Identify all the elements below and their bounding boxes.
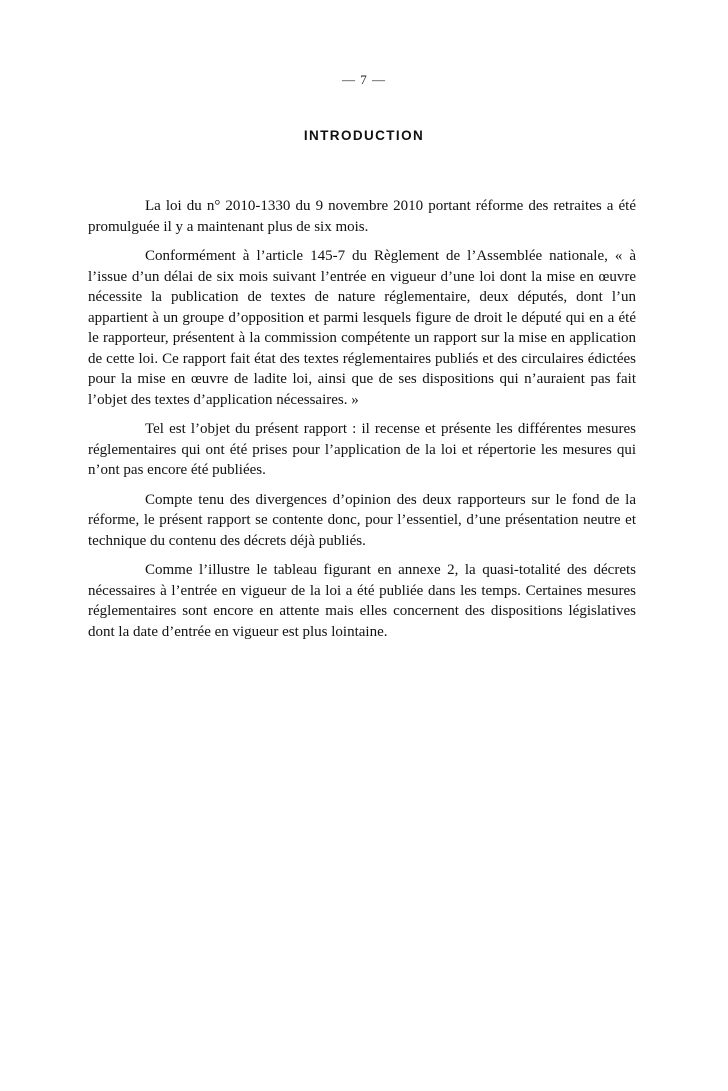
paragraph-5: Comme l’illustre le tableau figurant en annexe 2, la quasi-totalité des décrets nécessaires à l’entrée en vigueur de la loi a été publiée dans les temps. Certaines mesures réglementaires sont encore en attente mais elles concernent des dispositions législatives dont la date d’entrée en vigueur est plus lointaine.	[88, 562, 636, 640]
paragraph-2: Conformément à l’article 145-7 du Règlement de l’Assemblée nationale, « à l’issue d’un délai de six mois suivant l’entrée en vigueur d’une loi dont la mise en œuvre nécessite la publication de textes de nature réglementaire, deux députés, dont l’un appartient à un groupe d’opposition et parmi lesquels figure de droit le député qui en a été le rapporteur, présentent à la commission compétente un rapport sur la mise en application de cette loi. Ce rapport fait état des textes réglementaires publiés et des circulaires édictées pour la mise en œuvre de ladite loi, ainsi que de ses dispositions qui n’auraient pas fait l’objet des textes d’application nécessaires. »	[88, 248, 636, 408]
paragraph-3: Tel est l’objet du présent rapport : il recense et présente les différentes mesures réglementaires qui ont été prises pour l’application de la loi et répertorie les mesures qui n’ont pas encore été publiées.	[88, 421, 636, 478]
section-heading: INTRODUCTION	[303, 128, 425, 143]
body-text	[88, 196, 636, 651]
paragraph-1: La loi du n° 2010-1330 du 9 novembre 2010 portant réforme des retraites a été promulguée il y a maintenant plus de six mois.	[88, 198, 636, 235]
paragraph-4: Compte tenu des divergences d’opinion des deux rapporteurs sur le fond de la réforme, le présent rapport se contente donc, pour l’essentiel, d’une présentation neutre et technique du contenu des décrets déjà publiés.	[88, 491, 636, 549]
page-number: — 7 —	[342, 72, 386, 87]
